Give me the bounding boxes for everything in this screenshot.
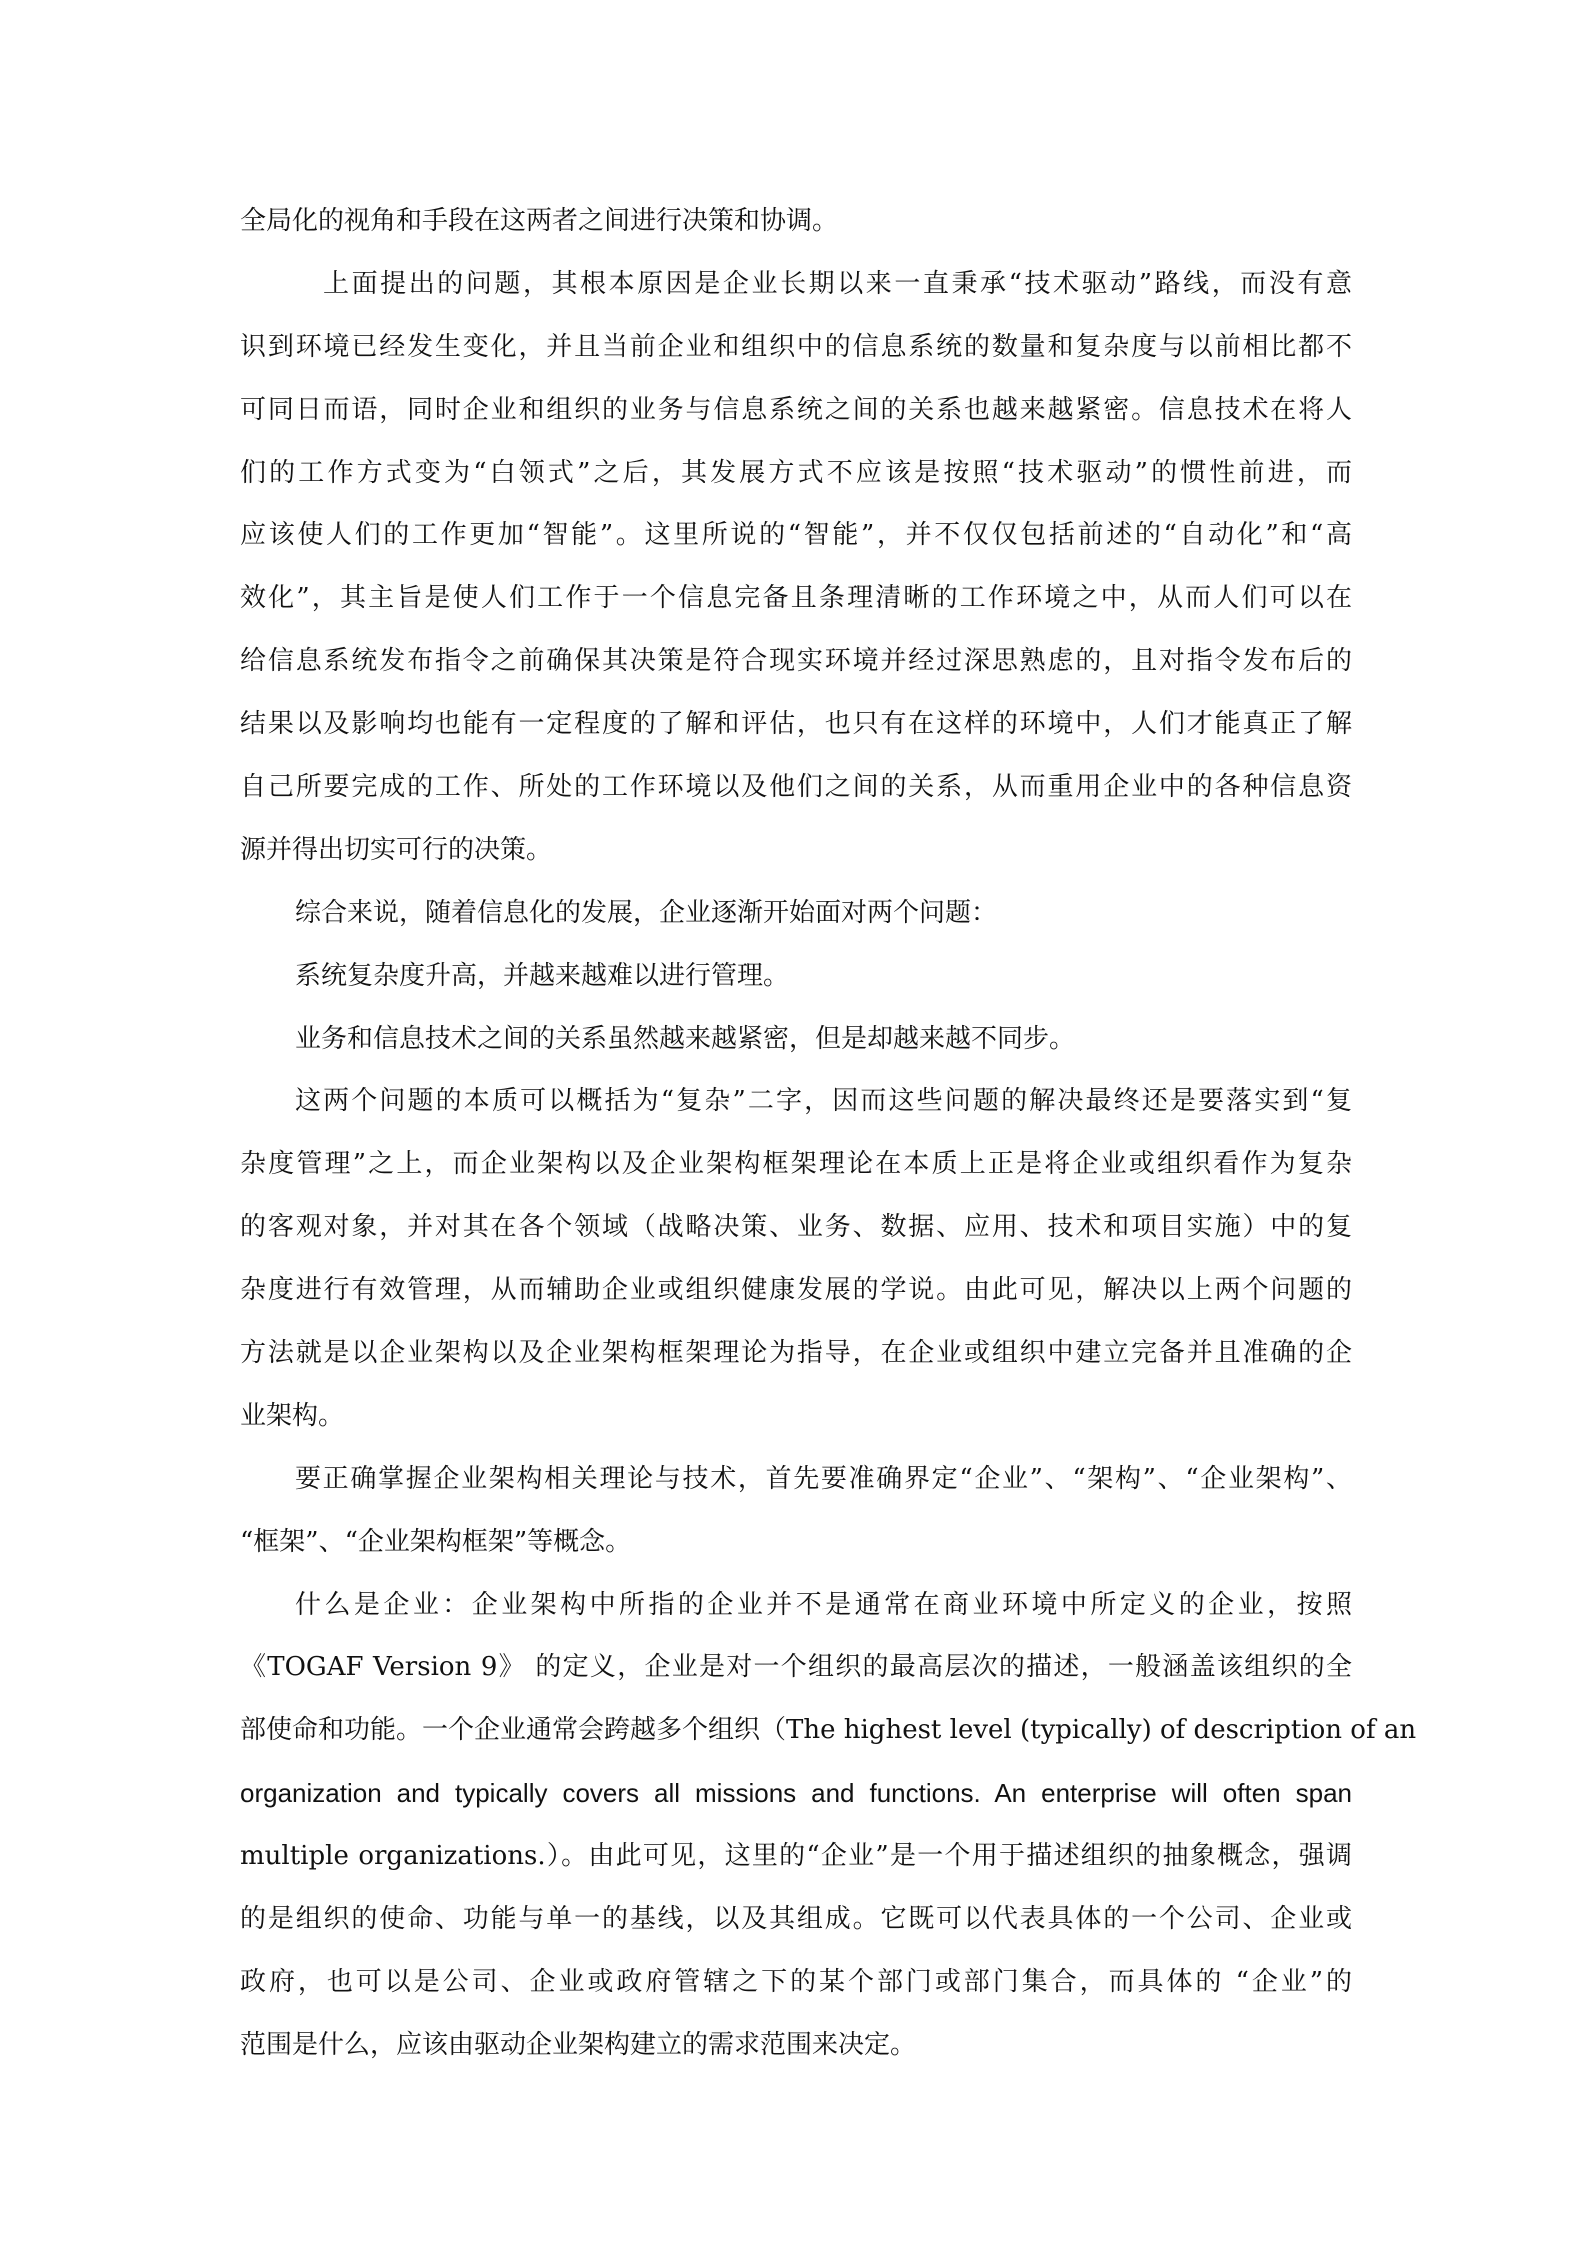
text-line: 上面提出的问题，其根本原因是企业长期以来一直秉承“技术驱动”路线，而没有意	[323, 268, 1352, 299]
text-line: 业务和信息技术之间的关系虽然越来越紧密，但是却越来越不同步。	[295, 1023, 1076, 1054]
text-line: 效化”，其主旨是使人们工作于一个信息完备且条理清晰的工作环境之中，从而人们可以在	[240, 583, 1352, 614]
body-text	[240, 190, 1417, 2077]
text-line: 识到环境已经发生变化，并且当前企业和组织中的信息系统的数量和复杂度与以前相比都不	[240, 331, 1352, 362]
text-line: 给信息系统发布指令之前确保其决策是符合现实环境并经过深思熟虑的，且对指令发布后的	[240, 646, 1352, 677]
text-line: 综合来说，随着信息化的发展，企业逐渐开始面对两个问题：	[295, 897, 998, 928]
text-line: 的客观对象，并对其在各个领域（战略决策、业务、数据、应用、技术和项目实施）中的复	[240, 1212, 1352, 1243]
text-line: multiple organizations.）。由此可见，这里的“企业”是一个用于描述组织的抽象概念，强调	[240, 1841, 1352, 1872]
text-line: 《TOGAF Version 9》 的定义，企业是对一个组织的最高层次的描述，一般涵盖该组织的全	[240, 1652, 1352, 1683]
text-line: 杂度管理”之上，而企业架构以及企业架构框架理论在本质上正是将企业或组织看作为复杂	[240, 1149, 1352, 1180]
text-line: organization and typically covers all missions and functions. An enterprise will often span	[240, 1778, 1352, 1809]
text-line: 部使命和功能。一个企业通常会跨越多个组织（The highest level (typically) of description of an	[240, 1715, 1417, 1746]
text-line: 全局化的视角和手段在这两者之间进行决策和协调。	[240, 206, 839, 236]
text-line: 自己所要完成的工作、所处的工作环境以及他们之间的关系，从而重用企业中的各种信息资	[240, 772, 1352, 803]
text-line: 系统复杂度升高，并越来越难以进行管理。	[295, 960, 790, 991]
text-line: “框架”、“企业架构框架”等概念。	[240, 1526, 632, 1557]
text-line: 的是组织的使命、功能与单一的基线，以及其组成。它既可以代表具体的一个公司、企业或	[240, 1904, 1352, 1935]
text-line: 要正确掌握企业架构相关理论与技术，首先要准确界定“企业”、“架构”、“企业架构”、	[295, 1463, 1352, 1494]
text-line: 这两个问题的本质可以概括为“复杂”二字，因而这些问题的解决最终还是要落实到“复	[295, 1086, 1352, 1117]
text-line: 业架构。	[240, 1400, 345, 1431]
text-line: 源并得出切实可行的决策。	[240, 834, 553, 865]
text-line: 应该使人们的工作更加“智能”。这里所说的“智能”，并不仅仅包括前述的“自动化”和“高	[240, 520, 1352, 551]
text-line: 结果以及影响均也能有一定程度的了解和评估，也只有在这样的环境中，人们才能真正了解	[240, 709, 1352, 740]
text-line: 政府，也可以是公司、企业或政府管辖之下的某个部门或部门集合，而具体的 “企业”的	[240, 1966, 1352, 1997]
text-line: 杂度进行有效管理，从而辅助企业或组织健康发展的学说。由此可见，解决以上两个问题的	[240, 1275, 1352, 1306]
text-line: 们的工作方式变为“白领式”之后，其发展方式不应该是按照“技术驱动”的惯性前进，而	[240, 457, 1352, 488]
text-line: 可同日而语，同时企业和组织的业务与信息系统之间的关系也越来越紧密。信息技术在将人	[240, 394, 1352, 425]
text-line: 方法就是以企业架构以及企业架构框架理论为指导，在企业或组织中建立完备并且准确的企	[240, 1338, 1352, 1369]
text-line: 范围是什么，应该由驱动企业架构建立的需求范围来决定。	[240, 2029, 917, 2060]
text-line: 什么是企业：企业架构中所指的企业并不是通常在商业环境中所定义的企业，按照	[295, 1589, 1352, 1620]
